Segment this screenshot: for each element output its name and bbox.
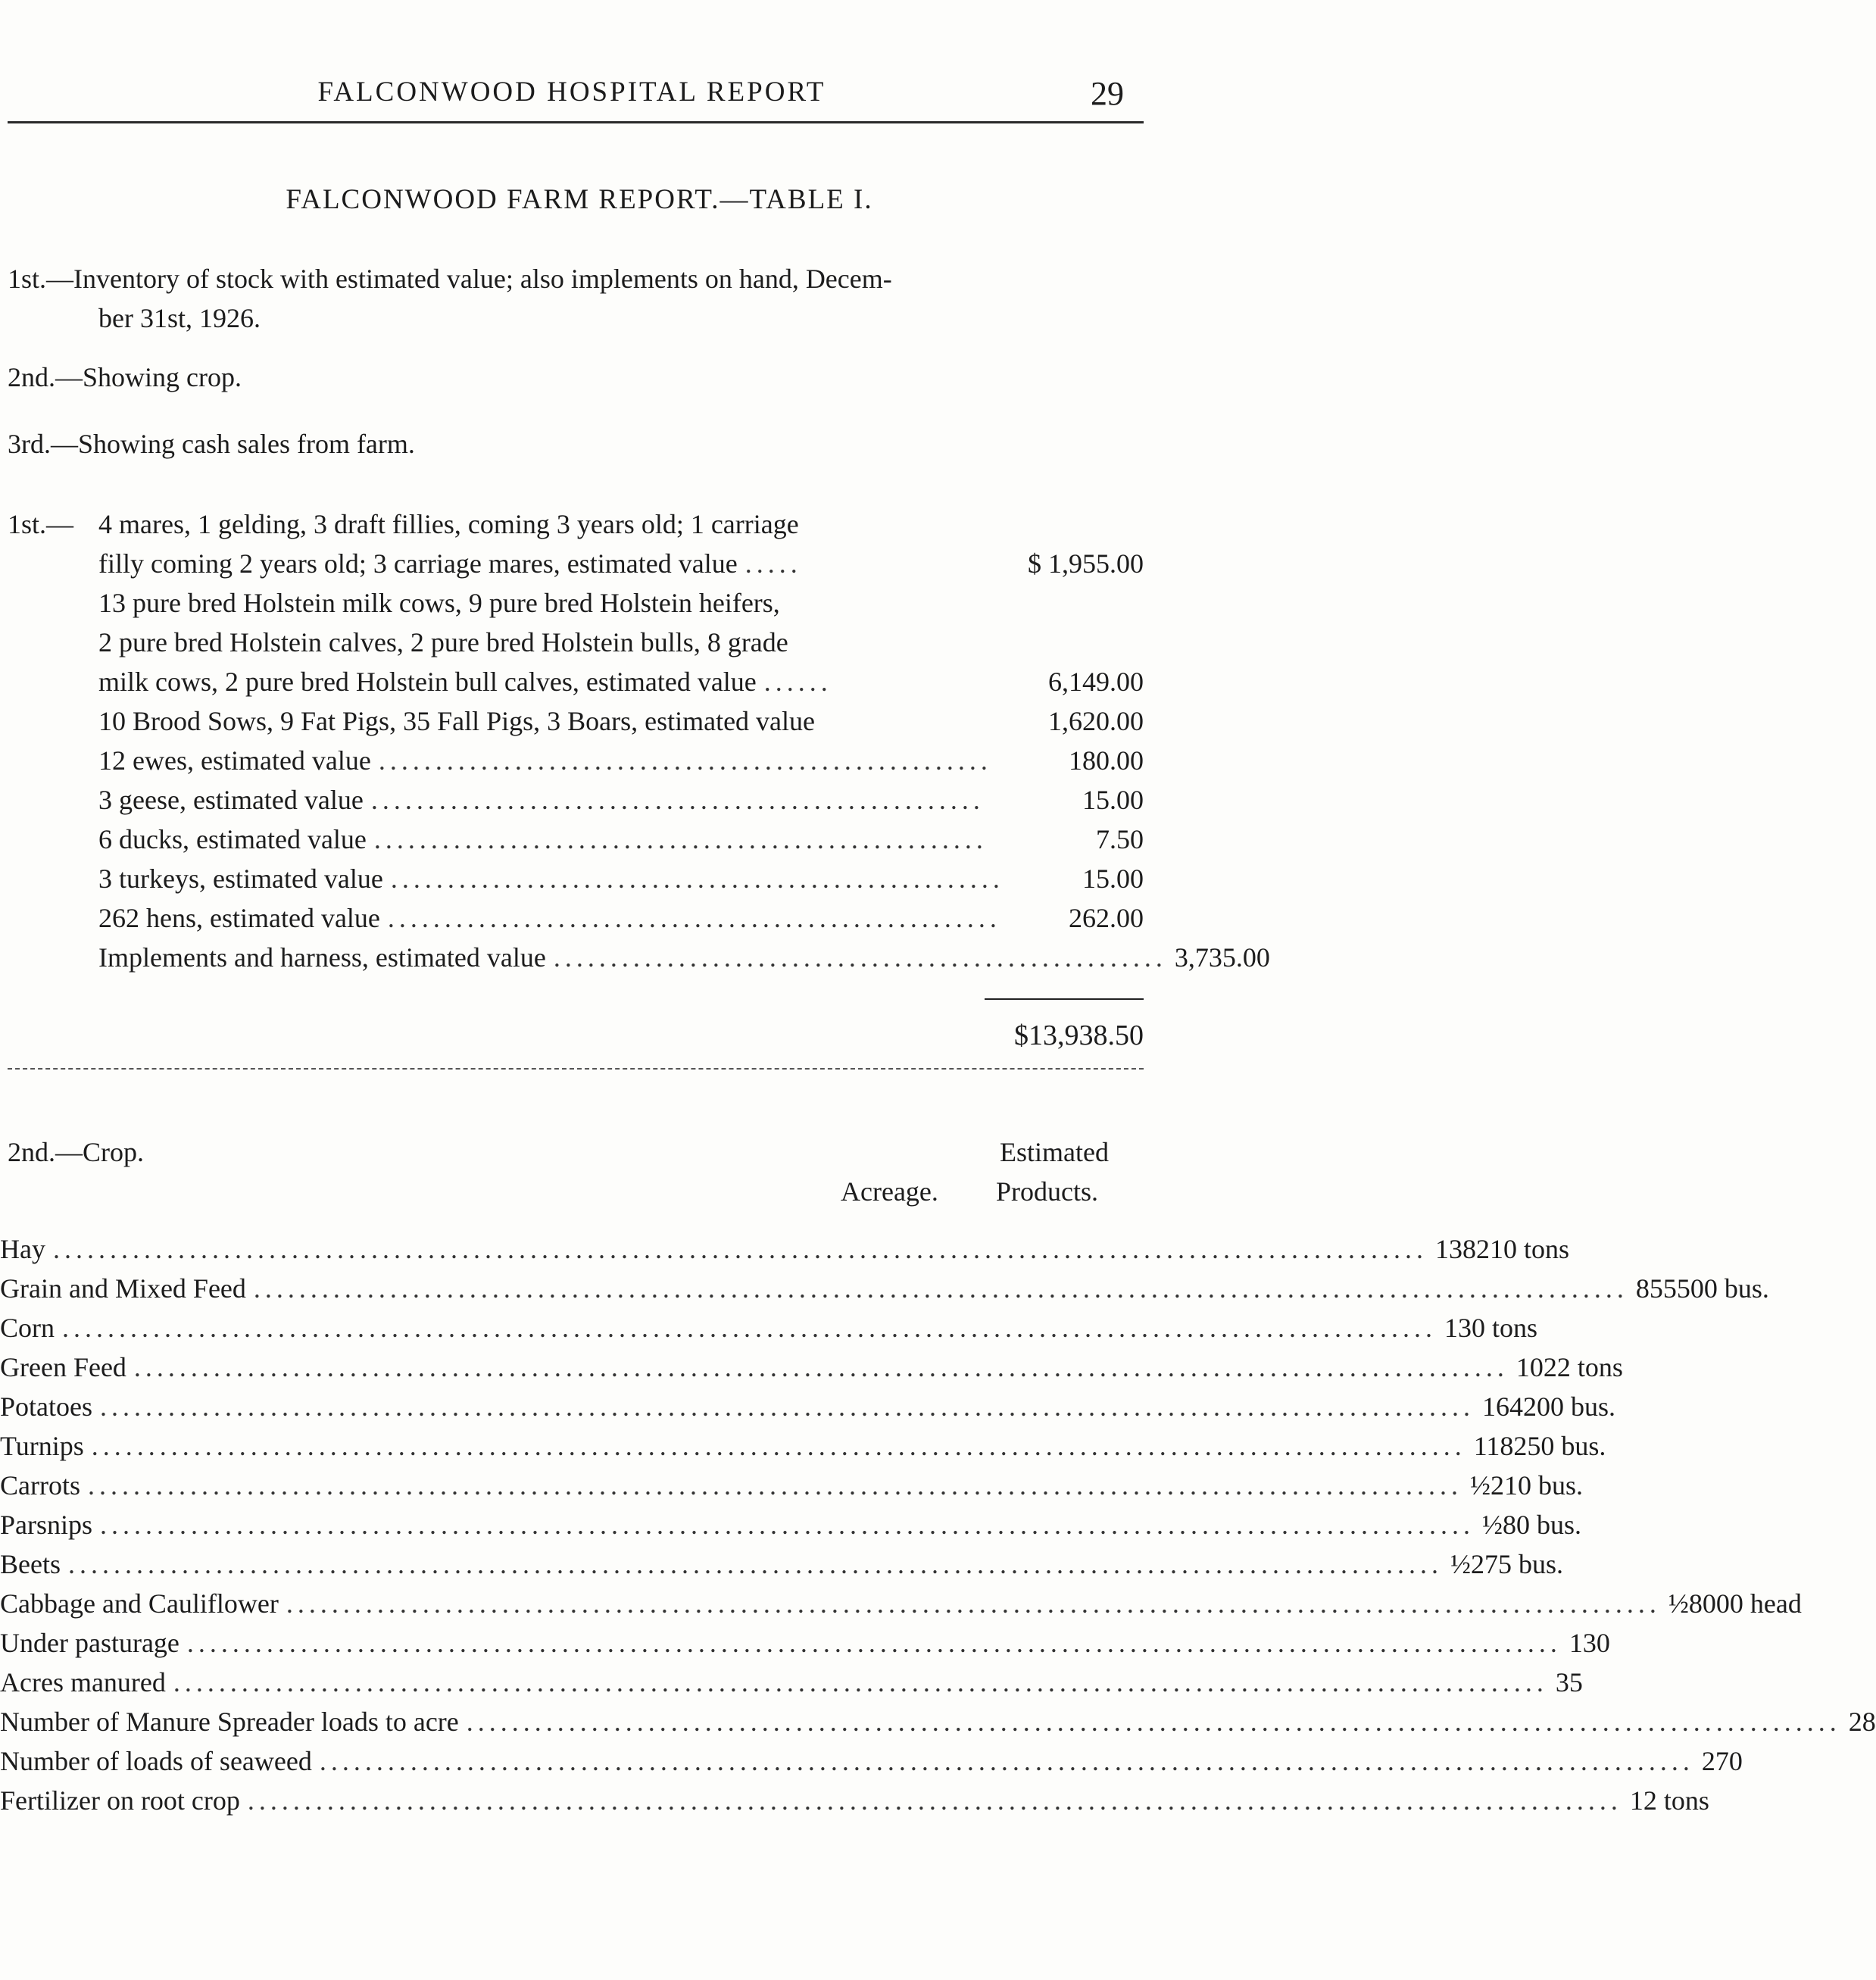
inventory-value: 15.00 bbox=[1082, 864, 1144, 894]
inventory-value: 15.00 bbox=[1082, 785, 1144, 815]
total-rule bbox=[985, 998, 1144, 1000]
crop-extra-row: Acres manured ......................................................................................................................... 35 bbox=[0, 1667, 1583, 1697]
inventory-line: milk cows, 2 pure bred Holstein bull calves, estimated value ...... 6,149.00 bbox=[98, 662, 1144, 701]
inventory-line: 3 geese, estimated value ...................................................... 15.00 bbox=[98, 780, 1144, 820]
section-divider bbox=[8, 1068, 1144, 1070]
crop-extra-row: Fertilizer on root crop ......................................................................................................................... 12 tons bbox=[0, 1785, 1709, 1816]
inventory-list bbox=[98, 504, 1270, 977]
contents-text: Showing cash sales from farm. bbox=[78, 429, 415, 459]
crop-row: Carrots ......................................................................................................................... ½ 210 bus. bbox=[0, 1470, 1583, 1501]
contents-item-3 bbox=[8, 424, 1144, 464]
contents-text: Inventory of stock with estimated value; also implements on hand, Decem- bbox=[73, 264, 892, 294]
inventory-line: 4 mares, 1 gelding, 3 draft fillies, coming 3 years old; 1 carriage bbox=[98, 509, 799, 539]
crop-row: Beets ......................................................................................................................... ½ 275 bus. bbox=[0, 1549, 1563, 1579]
crop-row: Cabbage and Cauliflower ......................................................................................................................... ½ 8000 head bbox=[0, 1588, 1802, 1619]
table-title: FALCONWOOD FARM REPORT.—TABLE I. bbox=[286, 184, 873, 215]
crop-label: 2nd.—Crop. bbox=[8, 1137, 144, 1167]
inventory-value: 6,149.00 bbox=[1048, 667, 1144, 697]
inventory-value: 1,620.00 bbox=[1048, 706, 1144, 736]
inventory-line: 2 pure bred Holstein calves, 2 pure bred Holstein bulls, 8 grade bbox=[98, 627, 788, 657]
col-products-2: Products. bbox=[996, 1176, 1098, 1207]
inventory-value: 7.50 bbox=[1096, 824, 1144, 854]
contents-continuation: ber 31st, 1926. bbox=[98, 303, 261, 333]
contents-num: 2nd.— bbox=[8, 362, 83, 392]
crop-row: Potatoes ......................................................................................................................... 16 4200 bus. bbox=[0, 1391, 1616, 1422]
page-number: 29 bbox=[1091, 75, 1124, 112]
crop-row: Under pasturage ......................................................................................................................... 130 bbox=[0, 1628, 1610, 1658]
crop-row: Hay ......................................................................................................................... 138 210 tons bbox=[0, 1234, 1569, 1264]
inventory-line: 3 turkeys, estimated value ...................................................... 15.00 bbox=[98, 859, 1144, 898]
inventory-line: 6 ducks, estimated value ...................................................... 7.50 bbox=[98, 820, 1144, 859]
crop-table bbox=[0, 1233, 1876, 1824]
inventory-line: 12 ewes, estimated value ...................................................... 180.00 bbox=[98, 741, 1144, 780]
crop-row: Corn ......................................................................................................................... 1 30 tons bbox=[0, 1313, 1538, 1343]
inventory-line: filly coming 2 years old; 3 carriage mares, estimated value ..... $ 1,955.00 bbox=[98, 544, 1144, 583]
crop-extra-row: Number of loads of seaweed ......................................................................................................................... 270 bbox=[0, 1746, 1743, 1776]
col-acreage: Acreage. bbox=[841, 1176, 938, 1207]
inventory-value: 180.00 bbox=[1069, 745, 1144, 776]
header-rule bbox=[8, 121, 1144, 123]
col-products-1: Estimated bbox=[1000, 1137, 1109, 1167]
inventory-total: $13,938.50 bbox=[1014, 1020, 1144, 1051]
contents-item-2 bbox=[8, 358, 1144, 397]
contents-num: 1st.— bbox=[8, 264, 74, 294]
inventory-line: 13 pure bred Holstein milk cows, 9 pure bred Holstein heifers, bbox=[98, 588, 780, 618]
inventory-line: 10 Brood Sows, 9 Fat Pigs, 35 Fall Pigs, 3 Boars, estimated value 1,620.00 bbox=[98, 701, 1144, 741]
crop-row: Parsnips ......................................................................................................................... ½ 80 bus. bbox=[0, 1510, 1582, 1540]
crop-extra-row: Number of Manure Spreader loads to acre ......................................................................................................................... 28 bbox=[0, 1707, 1876, 1737]
inventory-label: 1st.— bbox=[8, 509, 74, 539]
crop-row: Green Feed ......................................................................................................................... 10 22 tons bbox=[0, 1352, 1623, 1382]
crop-row: Grain and Mixed Feed ......................................................................................................................... 85 5500 bus. bbox=[0, 1273, 1769, 1304]
crop-row: Turnips ......................................................................................................................... 11 8250 bus. bbox=[0, 1431, 1606, 1461]
inventory-value: $ 1,955.00 bbox=[1028, 548, 1144, 579]
running-header: FALCONWOOD HOSPITAL REPORT bbox=[317, 77, 826, 108]
contents-num: 3rd.— bbox=[8, 429, 78, 459]
inventory-line: Implements and harness, estimated value ...................................................... 3,735.00 bbox=[98, 938, 1144, 977]
inventory-line: 262 hens, estimated value ...................................................... 262.00 bbox=[98, 898, 1144, 938]
inventory-value: 262.00 bbox=[1069, 903, 1144, 933]
inventory-value: 3,735.00 bbox=[1174, 942, 1270, 973]
contents-text: Showing crop. bbox=[83, 362, 242, 392]
contents-item-1 bbox=[8, 259, 1144, 338]
